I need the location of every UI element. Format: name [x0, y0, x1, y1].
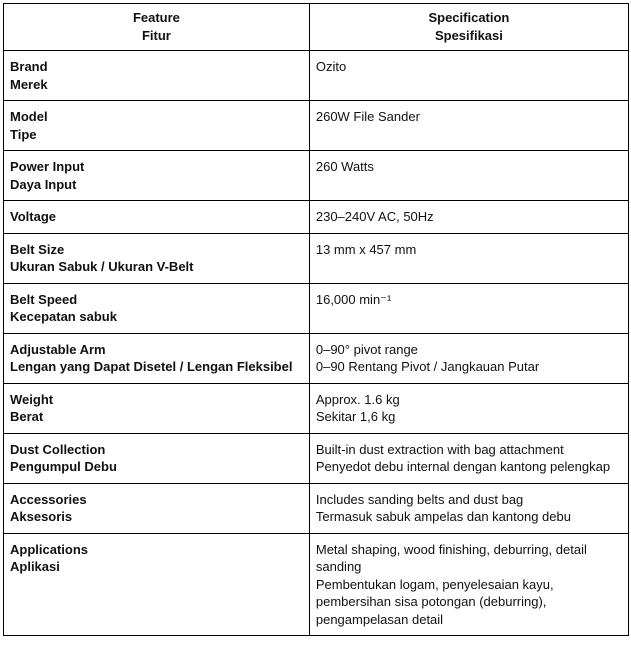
table-row	[4, 433, 629, 483]
spec-value: 230–240V AC, 50Hz	[315, 209, 434, 224]
spec-cell	[309, 433, 628, 483]
table-row	[4, 51, 629, 101]
spec-cell	[309, 483, 628, 533]
spec-value: Termasuk sabuk ampelas dan kantong debu	[315, 509, 571, 524]
feature-cell	[4, 233, 310, 283]
spec-cell	[309, 233, 628, 283]
table-row	[4, 533, 629, 636]
spec-table	[3, 3, 629, 636]
feature-label-en: Adjustable Arm	[10, 341, 106, 357]
header-row	[4, 4, 629, 51]
feature-label-id: Kecepatan sabuk	[10, 309, 117, 324]
feature-label-id: Ukuran Sabuk / Ukuran V-Belt	[10, 259, 194, 274]
feature-label-id: Tipe	[10, 126, 37, 142]
spec-cell	[309, 383, 628, 433]
feature-label-en: Belt Size	[10, 241, 65, 257]
spec-cell	[309, 151, 628, 201]
feature-label-en: Model	[10, 109, 48, 124]
spec-cell	[309, 533, 628, 636]
feature-cell	[4, 433, 310, 483]
table-row	[4, 383, 629, 433]
spec-header-en: Specification	[428, 10, 510, 25]
feature-label-id: Merek	[10, 76, 48, 92]
spec-value: Approx. 1.6 kg	[315, 391, 400, 407]
spec-value: Penyedot debu internal dengan kantong pelengkap	[315, 459, 611, 474]
feature-label-en: Dust Collection	[10, 441, 106, 457]
spec-value: Pembentukan logam, penyelesaian kayu, pembersihan sisa potongan (deburring), pengampelasan detail	[315, 576, 554, 627]
feature-label-en: Applications	[10, 541, 89, 557]
feature-label-en: Voltage	[10, 209, 56, 224]
feature-label-en: Belt Speed	[10, 291, 78, 307]
spec-value: Metal shaping, wood finishing, deburring, detail sanding	[315, 541, 587, 574]
feature-label-id: Aksesoris	[10, 509, 73, 524]
spec-cell	[309, 333, 628, 383]
feature-cell	[4, 101, 310, 151]
spec-table-body	[4, 51, 629, 636]
feature-label-id: Aplikasi	[10, 559, 60, 574]
feature-label-en: Power Input	[10, 159, 85, 174]
spec-value: 260 Watts	[315, 159, 374, 174]
spec-value: 16,000 min⁻¹	[315, 291, 392, 307]
table-row	[4, 483, 629, 533]
feature-label-id: Daya Input	[10, 176, 77, 192]
spec-value: Includes sanding belts and dust bag	[315, 491, 524, 507]
feature-header-en: Feature	[132, 10, 180, 25]
spec-cell	[309, 101, 628, 151]
feature-cell	[4, 151, 310, 201]
feature-label-id: Pengumpul Debu	[10, 459, 117, 474]
table-row	[4, 283, 629, 333]
feature-label-id: Berat	[10, 409, 44, 424]
feature-cell	[4, 201, 310, 234]
table-row	[4, 101, 629, 151]
table-row	[4, 201, 629, 234]
feature-cell	[4, 533, 310, 636]
spec-value: Sekitar 1,6 kg	[315, 409, 396, 424]
feature-label-en: Accessories	[10, 491, 87, 507]
feature-header-id: Fitur	[141, 28, 171, 43]
spec-value: 260W File Sander	[315, 109, 420, 124]
spec-value: 13 mm x 457 mm	[315, 241, 417, 257]
feature-cell	[4, 283, 310, 333]
spec-column-header	[309, 4, 628, 51]
feature-label-id: Lengan yang Dapat Disetel / Lengan Fleksibel	[10, 359, 293, 374]
feature-column-header	[4, 4, 310, 51]
spec-value: Built-in dust extraction with bag attachment	[315, 441, 564, 457]
spec-value: Ozito	[315, 59, 347, 74]
feature-cell	[4, 383, 310, 433]
feature-cell	[4, 51, 310, 101]
spec-cell	[309, 201, 628, 234]
feature-cell	[4, 483, 310, 533]
feature-label-en: Brand	[10, 59, 48, 74]
spec-value: 0–90 Rentang Pivot / Jangkauan Putar	[315, 359, 540, 374]
table-row	[4, 333, 629, 383]
table-row	[4, 151, 629, 201]
spec-cell	[309, 51, 628, 101]
spec-header-id: Spesifikasi	[434, 28, 503, 43]
spec-cell	[309, 283, 628, 333]
feature-cell	[4, 333, 310, 383]
spec-value: 0–90° pivot range	[315, 341, 418, 357]
feature-label-en: Weight	[10, 391, 54, 407]
table-row	[4, 233, 629, 283]
